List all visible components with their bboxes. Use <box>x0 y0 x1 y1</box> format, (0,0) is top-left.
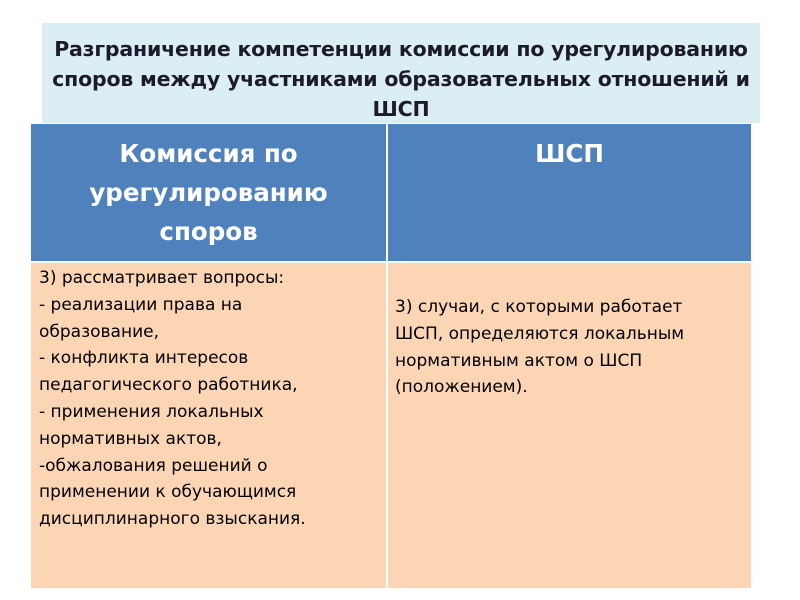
header-line: Комиссия по <box>119 139 298 168</box>
cell-line: 3) рассматривает вопросы: <box>39 268 285 288</box>
title-line: споров между участниками образовательных отношений и <box>52 67 750 91</box>
comparison-table <box>31 124 751 588</box>
title-line: ШСП <box>372 97 430 121</box>
title-line: Разграничение компетенции комиссии по урегулированию <box>54 37 748 61</box>
cell-line: нормативных актов, <box>39 428 222 449</box>
cell-line: нормативным актом о ШСП <box>395 350 643 371</box>
cell-shsp <box>388 263 751 588</box>
cell-line: дисциплинарного взыскания. <box>39 509 306 530</box>
cell-line: - реализации права на <box>39 294 243 315</box>
cell-commission <box>31 263 386 588</box>
header-line: споров <box>159 217 258 246</box>
header-shsp <box>388 124 751 261</box>
cell-line: образование, <box>39 321 159 342</box>
cell-line: (положением). <box>395 377 528 398</box>
header-line: ШСП <box>535 139 604 168</box>
cell-line: -обжалования решений о <box>39 455 268 476</box>
title-box <box>42 23 760 123</box>
cell-line: 3) случаи, с которыми работает <box>395 297 683 317</box>
cell-line: ШСП, определяются локальным <box>395 323 685 344</box>
header-line: урегулированию <box>89 178 328 207</box>
cell-line: применении к обучающимся <box>39 482 297 503</box>
slide-title <box>52 34 750 124</box>
header-commission <box>31 124 386 261</box>
cell-line: педагогического работника, <box>39 375 298 396</box>
cell-line: - конфликта интересов <box>39 348 249 369</box>
cell-line: - применения локальных <box>39 401 264 422</box>
